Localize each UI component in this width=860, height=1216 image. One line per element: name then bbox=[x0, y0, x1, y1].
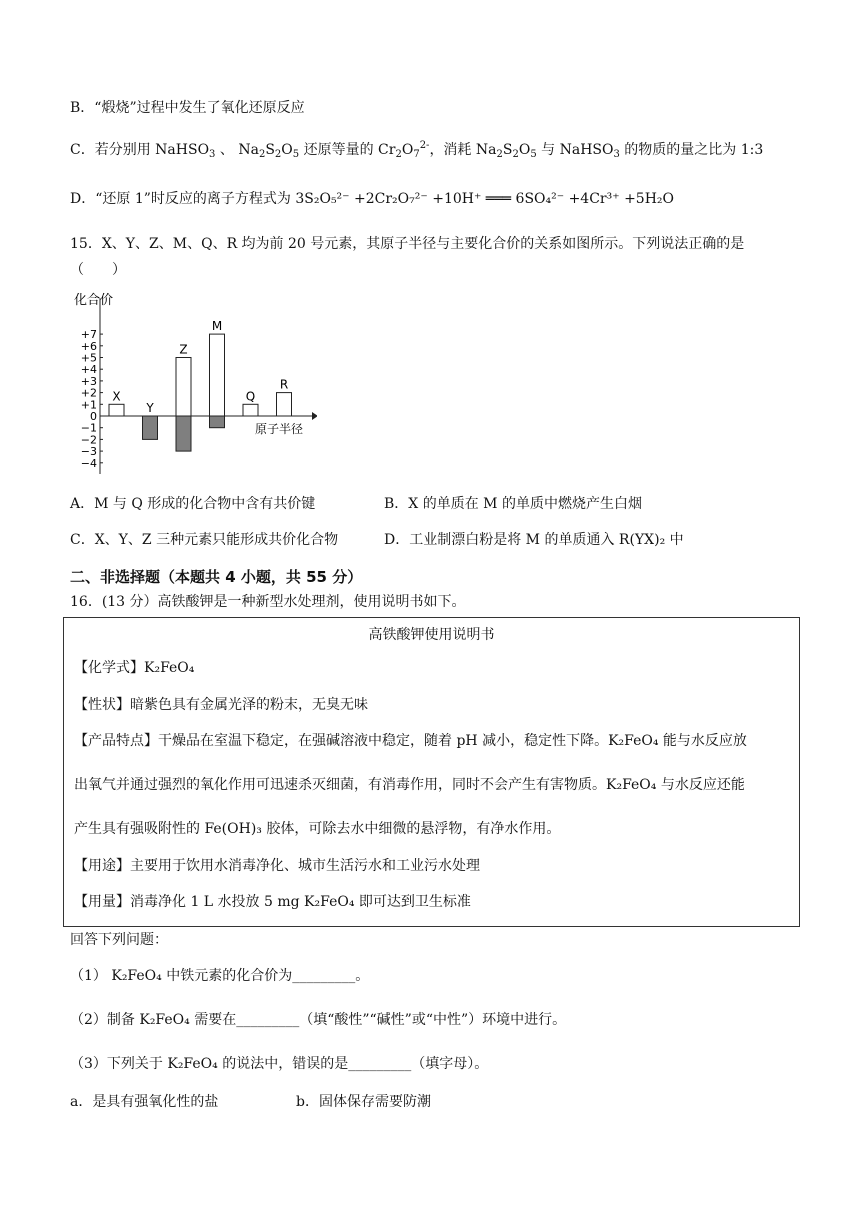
formula-sub: 2 bbox=[512, 149, 519, 160]
formula-sub: 7 bbox=[413, 149, 420, 160]
formula-part: O bbox=[401, 142, 414, 158]
q14-option-c bbox=[70, 136, 763, 165]
feature-line-1: 【产品特点】干燥品在室温下稳定，在强碱溶液中稳定，随着 pH 减小，稳定性下降。K₂FeO₄ 能与水反应放 bbox=[74, 733, 747, 749]
formula-nahso3-a bbox=[155, 142, 215, 158]
formula-part: O bbox=[518, 142, 531, 158]
q14-c-text-1: C．若分别用 bbox=[70, 142, 156, 158]
formula-sub: 2 bbox=[274, 149, 282, 160]
q14-c-text-2: 、 bbox=[215, 142, 239, 158]
formula-label: 【化学式】 bbox=[74, 660, 144, 676]
y-tick-label: +6 bbox=[80, 339, 97, 353]
q14-d-text: D．“还原 1”时反应的离子方程式为 bbox=[70, 191, 296, 207]
formula-part: O bbox=[281, 142, 293, 158]
formula-part: Cr bbox=[378, 142, 396, 158]
y-tick-label: +7 bbox=[80, 328, 97, 342]
q16-sub-3: （3）下列关于 K₂FeO₄ 的说法中，错误的是_________（填字母）。 bbox=[70, 1056, 489, 1072]
y-tick-label: +1 bbox=[80, 398, 97, 412]
formula-part: S bbox=[502, 142, 513, 158]
q14-option-b: B．“煅烧”过程中发生了氧化还原反应 bbox=[70, 100, 305, 116]
bar-positive-x bbox=[109, 404, 124, 416]
q14-c-text-5: 与 bbox=[536, 142, 560, 158]
property-row: 【性状】暗紫色具有金属光泽的粉末，无臭无味 bbox=[74, 697, 368, 713]
q16-option-b: b．固体保存需要防潮 bbox=[296, 1094, 431, 1110]
formula-sub: 3 bbox=[613, 149, 620, 160]
y-tick-label: +4 bbox=[80, 363, 97, 377]
formula-part: Na bbox=[475, 142, 497, 158]
y-tick-label: +5 bbox=[80, 351, 97, 365]
section-heading: 二、非选择题（本题共 4 小题，共 55 分） bbox=[70, 568, 363, 586]
y-tick-label: 0 bbox=[90, 410, 97, 423]
q16-stem: 16．(13 分）高铁酸钾是一种新型水处理剂，使用说明书如下。 bbox=[70, 594, 466, 610]
bar-positive-q bbox=[243, 404, 258, 416]
bar-negative-m bbox=[210, 416, 225, 428]
q15-blank: （ ） bbox=[70, 262, 126, 278]
q16-option-a: a．是具有强氧化性的盐 bbox=[70, 1094, 219, 1110]
instruction-title: 高铁酸钾使用说明书 bbox=[368, 627, 495, 643]
bar-label-q: Q bbox=[245, 389, 256, 404]
feature-line-2: 出氧气并通过强烈的氧化作用可迅速杀灭细菌，有消毒作用，同时不会产生有害物质。K₂FeO₄ 与水反应还能 bbox=[74, 777, 745, 793]
q15-option-a: A．M 与 Q 形成的化合物中含有共价键 bbox=[70, 496, 316, 512]
bar-positive-z bbox=[176, 358, 191, 417]
y-tick-label: +2 bbox=[80, 386, 97, 400]
formula-sub: 3 bbox=[209, 149, 216, 160]
q15-stem: 15．X、Y、Z、M、Q、R 均为前 20 号元素，其原子半径与主要化合价的关系如图所示。下列说法正确的是 bbox=[70, 236, 745, 252]
instruction-box bbox=[63, 617, 800, 927]
q15-option-d: D．工业制漂白粉是将 M 的单质通入 R(YX)₂ 中 bbox=[384, 532, 684, 548]
bar-label-r: R bbox=[279, 377, 289, 392]
feature-line-3: 产生具有强吸附性的 Fe(OH)₃ 胶体，可除去水中细微的悬浮物，有净水作用。 bbox=[74, 821, 561, 837]
q14-c-text-4: ，消耗 bbox=[429, 142, 476, 158]
q15-option-b: B．X 的单质在 M 的单质中燃烧产生白烟 bbox=[384, 496, 642, 512]
y-axis-title: 化合价 bbox=[74, 293, 114, 308]
formula-sub: 5 bbox=[530, 149, 537, 160]
x-axis-arrow bbox=[312, 412, 317, 420]
y-tick-label: −2 bbox=[80, 433, 97, 447]
bar-label-m: M bbox=[211, 319, 223, 334]
q16-sub-1: （1） K₂FeO₄ 中铁元素的化合价为_________。 bbox=[70, 968, 370, 984]
bar-negative-z bbox=[176, 416, 191, 451]
q15-option-c: C．X、Y、Z 三种元素只能形成共价化合物 bbox=[70, 532, 339, 548]
y-tick-label: −1 bbox=[80, 421, 97, 435]
formula-sub: 2 bbox=[395, 149, 402, 160]
answer-prompt: 回答下列问题： bbox=[70, 932, 168, 948]
q14-option-d bbox=[70, 189, 674, 209]
dosage-row: 【用量】消毒净化 1 L 水投放 5 mg K₂FeO₄ 即可达到卫生标准 bbox=[74, 894, 471, 910]
ionic-equation: 3S₂O₅²⁻ +2Cr₂O₇²⁻ +10H⁺ ═══ 6SO₄²⁻ +4Cr³⁺ +5H₂O bbox=[295, 191, 675, 207]
q14-c-text-6: 的物质的量之比为 1:3 bbox=[619, 142, 764, 158]
formula-part: Na bbox=[238, 142, 259, 158]
bar-negative-y bbox=[143, 416, 158, 439]
formula-cr2o7 bbox=[378, 142, 429, 158]
formula-sub: 2 bbox=[258, 149, 266, 160]
formula-part: NaHSO bbox=[155, 142, 210, 158]
q14-c-text-3: 还原等量的 bbox=[299, 142, 379, 158]
y-tick-label: +3 bbox=[80, 374, 97, 388]
formula-row bbox=[74, 658, 194, 678]
q16-sub-2: （2）制备 K₂FeO₄ 需要在_________（填“酸性”“碱性”或“中性”）环境中进行。 bbox=[70, 1012, 567, 1028]
formula-sub: 2 bbox=[496, 149, 503, 160]
y-tick-label: −4 bbox=[80, 456, 97, 470]
x-axis-title: 原子半径 bbox=[255, 422, 304, 436]
bar-positive-m bbox=[210, 334, 225, 416]
formula-sup: 2- bbox=[419, 140, 430, 151]
bar-label-x: X bbox=[112, 389, 121, 404]
bar-positive-r bbox=[277, 393, 292, 416]
formula-na2s2o5-b bbox=[476, 142, 537, 158]
usage-row: 【用途】主要用于饮用水消毒净化、城市生活污水和工业污水处理 bbox=[74, 858, 480, 874]
valence-radius-chart bbox=[72, 290, 317, 478]
formula-na2s2o5-a bbox=[238, 142, 299, 158]
formula-part: NaHSO bbox=[559, 142, 614, 158]
bar-label-y: Y bbox=[146, 401, 154, 415]
formula-nahso3-b bbox=[560, 142, 620, 158]
formula-value: K₂FeO₄ bbox=[144, 660, 195, 676]
formula-part: S bbox=[265, 142, 275, 158]
y-tick-label: −3 bbox=[80, 445, 97, 459]
formula-sub: 5 bbox=[292, 149, 300, 160]
bar-label-z: Z bbox=[179, 342, 188, 357]
